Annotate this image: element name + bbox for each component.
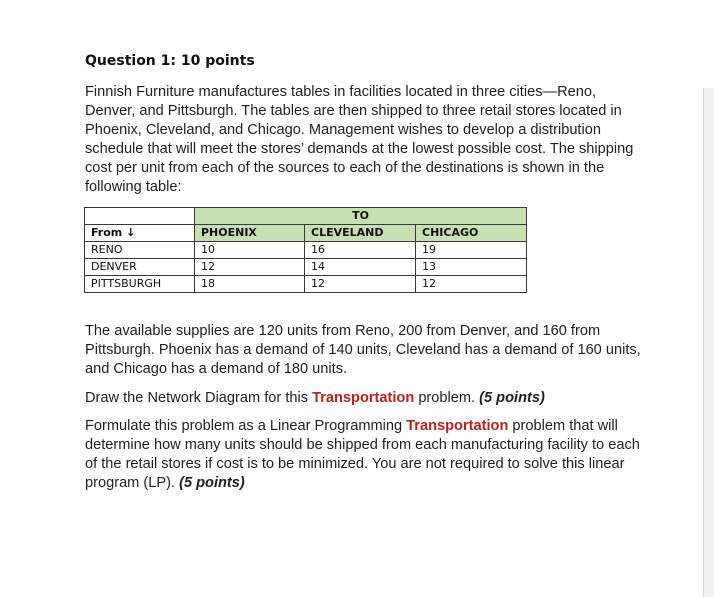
transportation-highlight: Transportation — [406, 418, 509, 434]
cost-cell: 12 — [195, 259, 305, 276]
formulate-text-end: problem that will determine how many units should be shipped from each manufacturing facility to each of the retail stores if cost is to be minimized. You are not required to solve this linear program (LP). — [85, 418, 640, 491]
points-label: (5 points) — [179, 475, 245, 491]
table-header-row-to — [85, 208, 527, 225]
table-row — [85, 259, 527, 276]
supply-demand-paragraph: The available supplies are 120 units from Reno, 200 from Denver, and 160 from Pittsburgh. Phoenix has a demand of 140 units, Cleveland has a demand of 160 units, and Chicago has a demand of 180 units. — [85, 323, 641, 377]
cost-cell: 14 — [305, 259, 416, 276]
column-header-phoenix: PHOENIX — [195, 225, 305, 242]
column-header-cleveland: CLEVELAND — [305, 225, 416, 242]
column-header-chicago: CHICAGO — [416, 225, 527, 242]
cost-cell: 19 — [416, 242, 527, 259]
formulate-text: Formulate this problem as a Linear Programming — [85, 418, 407, 434]
table-row — [85, 276, 527, 293]
formulate-instruction — [85, 417, 645, 493]
draw-text-end: problem. — [414, 390, 480, 406]
transportation-highlight: Transportation — [312, 390, 415, 406]
scrollbar[interactable] — [703, 88, 714, 597]
cost-cell: 12 — [305, 276, 416, 293]
cost-cell: 12 — [416, 276, 527, 293]
draw-text: Draw the Network Diagram for this — [85, 390, 313, 406]
cost-cell: 18 — [195, 276, 305, 293]
question-title: Question 1: 10 points — [85, 53, 255, 69]
row-label: DENVER — [85, 259, 195, 276]
intro-paragraph: Finnish Furniture manufactures tables in facilities located in three cities—Reno, Denver, and Pittsburgh. The tables are then shipped to three retail stores located in Phoenix, Cleveland, and Chicago. Management wishes to develop a distribution schedule that will meet the stores’ demands at the lowest possible cost. The shipping cost per unit from each of the sources to each of the destinations is shown in the following table: — [85, 84, 634, 195]
points-label: (5 points) — [479, 390, 545, 406]
table-row — [85, 242, 527, 259]
draw-instruction — [85, 389, 645, 408]
cost-cell: 16 — [305, 242, 416, 259]
cost-cell: 10 — [195, 242, 305, 259]
from-label: From — [91, 226, 123, 239]
from-header — [85, 225, 195, 242]
row-label: PITTSBURGH — [85, 276, 195, 293]
table-corner-cell — [85, 208, 195, 225]
cost-cell: 13 — [416, 259, 527, 276]
arrow-down-icon: ↓ — [126, 226, 136, 239]
table-header-row-columns — [85, 225, 527, 242]
shipping-cost-table — [84, 207, 527, 293]
to-header: TO — [195, 208, 527, 225]
row-label: RENO — [85, 242, 195, 259]
